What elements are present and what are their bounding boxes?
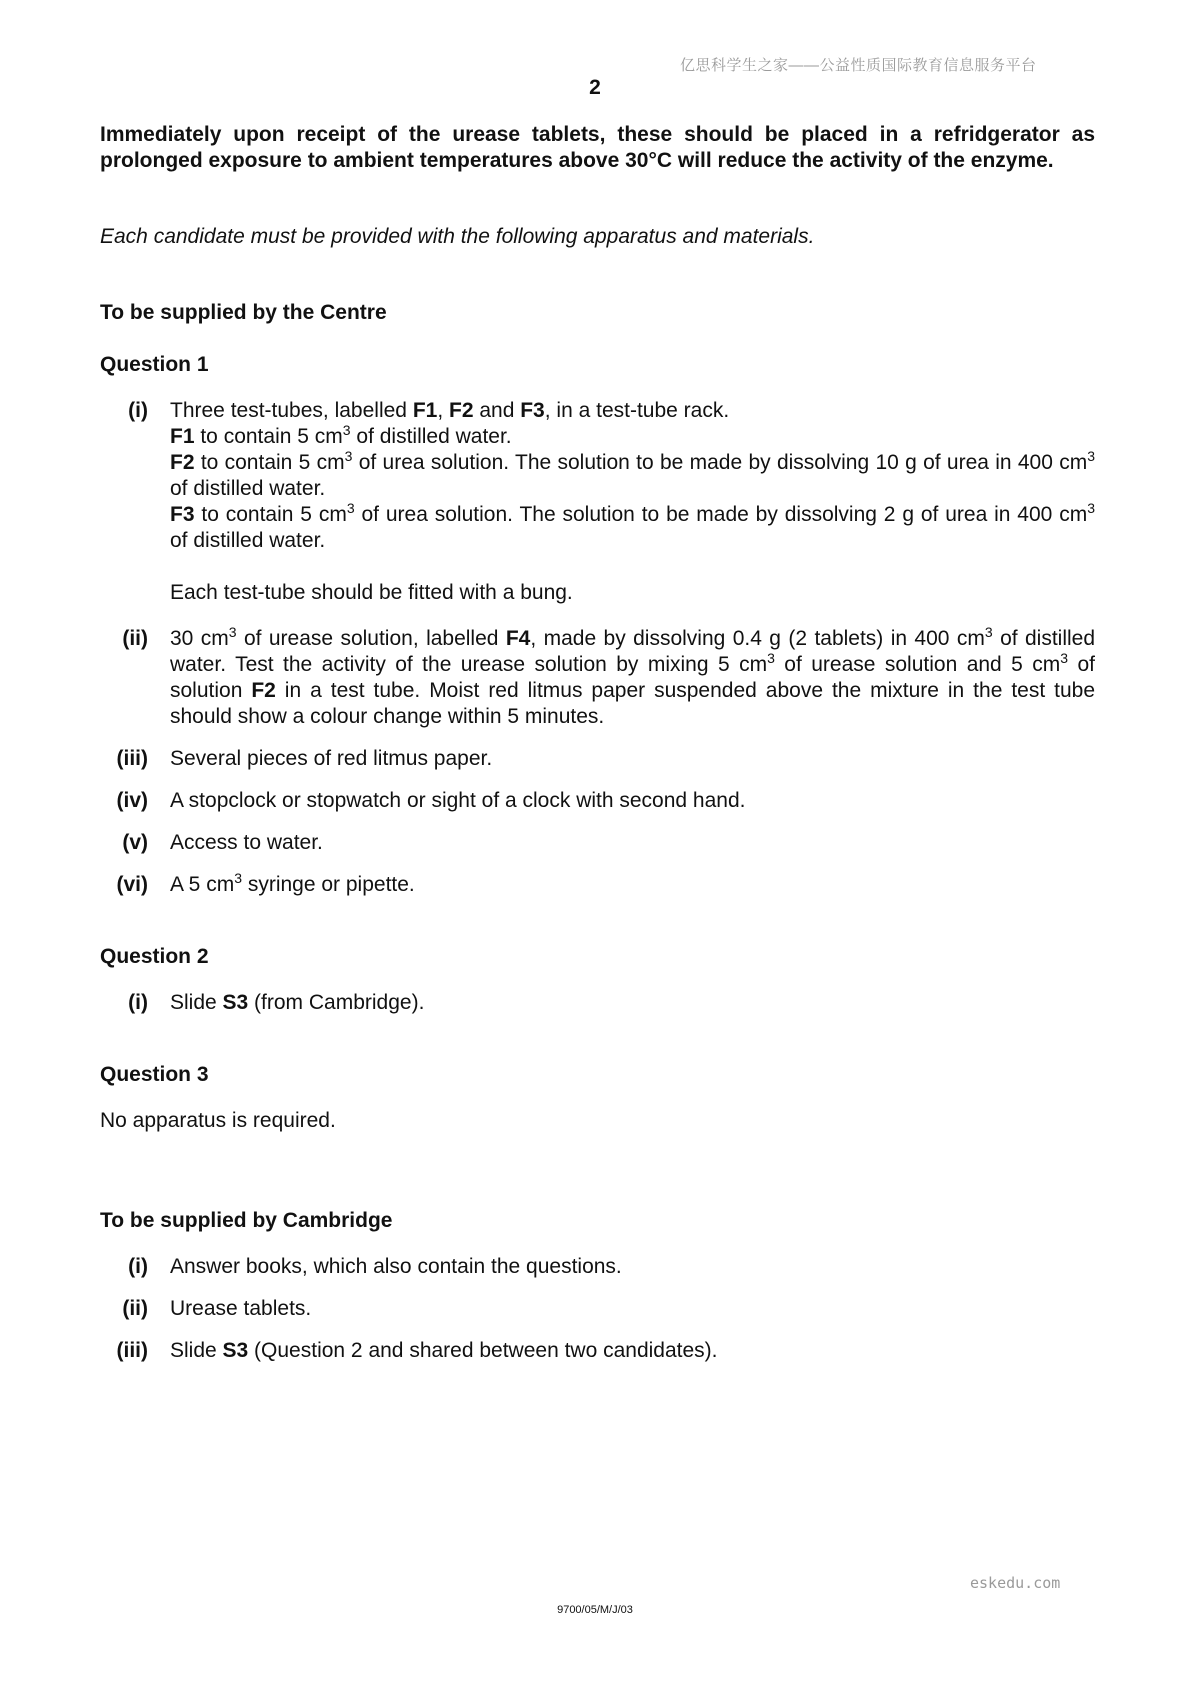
item-number: (i) bbox=[128, 991, 148, 1014]
q1-i-line-5: Each test-tube should be fitted with a bung. bbox=[170, 581, 573, 604]
item-text bbox=[170, 398, 1095, 606]
item-number: (ii) bbox=[122, 1297, 148, 1320]
q2-item-i bbox=[100, 990, 1095, 1016]
intro-paragraph: Immediately upon receipt of the urease tablets, these should be placed in a refridgerator as prolonged exposure to ambient temperatures above 30°C will reduce the activity of the enzyme. bbox=[100, 123, 1095, 172]
item-text: Urease tablets. bbox=[170, 1297, 312, 1320]
item-number: (i) bbox=[128, 399, 148, 422]
item-number: (v) bbox=[122, 831, 148, 854]
question-1-list bbox=[100, 398, 1095, 898]
item-number: (iv) bbox=[116, 789, 148, 812]
q1-item-iv bbox=[100, 788, 1095, 814]
item-text: A 5 $cm^3$ syringe or pipette. bbox=[170, 870, 415, 896]
q1-item-i bbox=[100, 398, 1095, 606]
q1-i-line-3: F2 to contain 5 $cm^3$ of urea solution. The solution to be made by dissolving 10 g of urea in 400 $cm^3$ of distilled water. bbox=[170, 448, 1096, 500]
item-number: (iii) bbox=[116, 1339, 148, 1362]
centre-heading: To be supplied by the Centre bbox=[100, 301, 387, 324]
q1-i-line-2: F1 to contain 5 $cm^3$ of distilled water. bbox=[170, 422, 512, 448]
item-text: Slide S3 (Question 2 and shared between two candidates). bbox=[170, 1339, 718, 1362]
item-text: A stopclock or stopwatch or sight of a clock with second hand. bbox=[170, 789, 746, 812]
item-number: (vi) bbox=[116, 873, 148, 896]
cambridge-item-ii bbox=[100, 1296, 1095, 1322]
question-3-text: No apparatus is required. bbox=[100, 1109, 336, 1132]
q1-item-vi bbox=[100, 872, 1095, 898]
question-3-heading: Question 3 bbox=[100, 1063, 209, 1086]
item-text: Answer books, which also contain the questions. bbox=[170, 1255, 622, 1278]
item-text: Slide S3 (from Cambridge). bbox=[170, 991, 425, 1014]
document-body bbox=[100, 122, 1095, 1380]
q1-item-v bbox=[100, 830, 1095, 856]
cambridge-item-iii bbox=[100, 1338, 1095, 1364]
q1-i-line-1: Three test-tubes, labelled F1, F2 and F3, in a test-tube rack. bbox=[170, 399, 730, 422]
cambridge-heading: To be supplied by Cambridge bbox=[100, 1209, 393, 1232]
item-number: (ii) bbox=[122, 627, 148, 650]
q1-i-line-4: F3 to contain 5 $cm^3$ of urea solution. The solution to be made by dissolving 2 g of urea in 400 $cm^3$ of distilled water. bbox=[170, 500, 1095, 552]
page-number: 2 bbox=[589, 76, 601, 99]
q1-item-iii bbox=[100, 746, 1095, 772]
item-number: (i) bbox=[128, 1255, 148, 1278]
cambridge-list bbox=[100, 1254, 1095, 1364]
item-text: 30 $cm^3$ of urease solution, labelled F4, made by dissolving 0.4 g (2 tablets) in 400 $cm^3$ of distilled water. Test the activity of the urease solution by mixing 5 $cm^3$ of urease solution and 5 $cm^3$ of solution F2 in a test tube. Moist red litmus paper suspended above the mixture in the test tube should show a colour change within 5 minutes. bbox=[170, 624, 1096, 728]
instruction-text: Each candidate must be provided with the following apparatus and materials. bbox=[100, 225, 815, 248]
watermark-bottom: eskedu.com bbox=[970, 1574, 1061, 1592]
item-text: Access to water. bbox=[170, 831, 323, 854]
question-2-list bbox=[100, 990, 1095, 1016]
watermark-top: 亿思科学生之家——公益性质国际教育信息服务平台 bbox=[680, 57, 1037, 74]
item-text: Several pieces of red litmus paper. bbox=[170, 747, 493, 770]
question-2-heading: Question 2 bbox=[100, 945, 209, 968]
q1-item-ii bbox=[100, 626, 1095, 730]
question-1-heading: Question 1 bbox=[100, 353, 209, 376]
footer-code: 9700/05/M/J/03 bbox=[557, 1604, 633, 1616]
item-number: (iii) bbox=[116, 747, 148, 770]
cambridge-item-i bbox=[100, 1254, 1095, 1280]
